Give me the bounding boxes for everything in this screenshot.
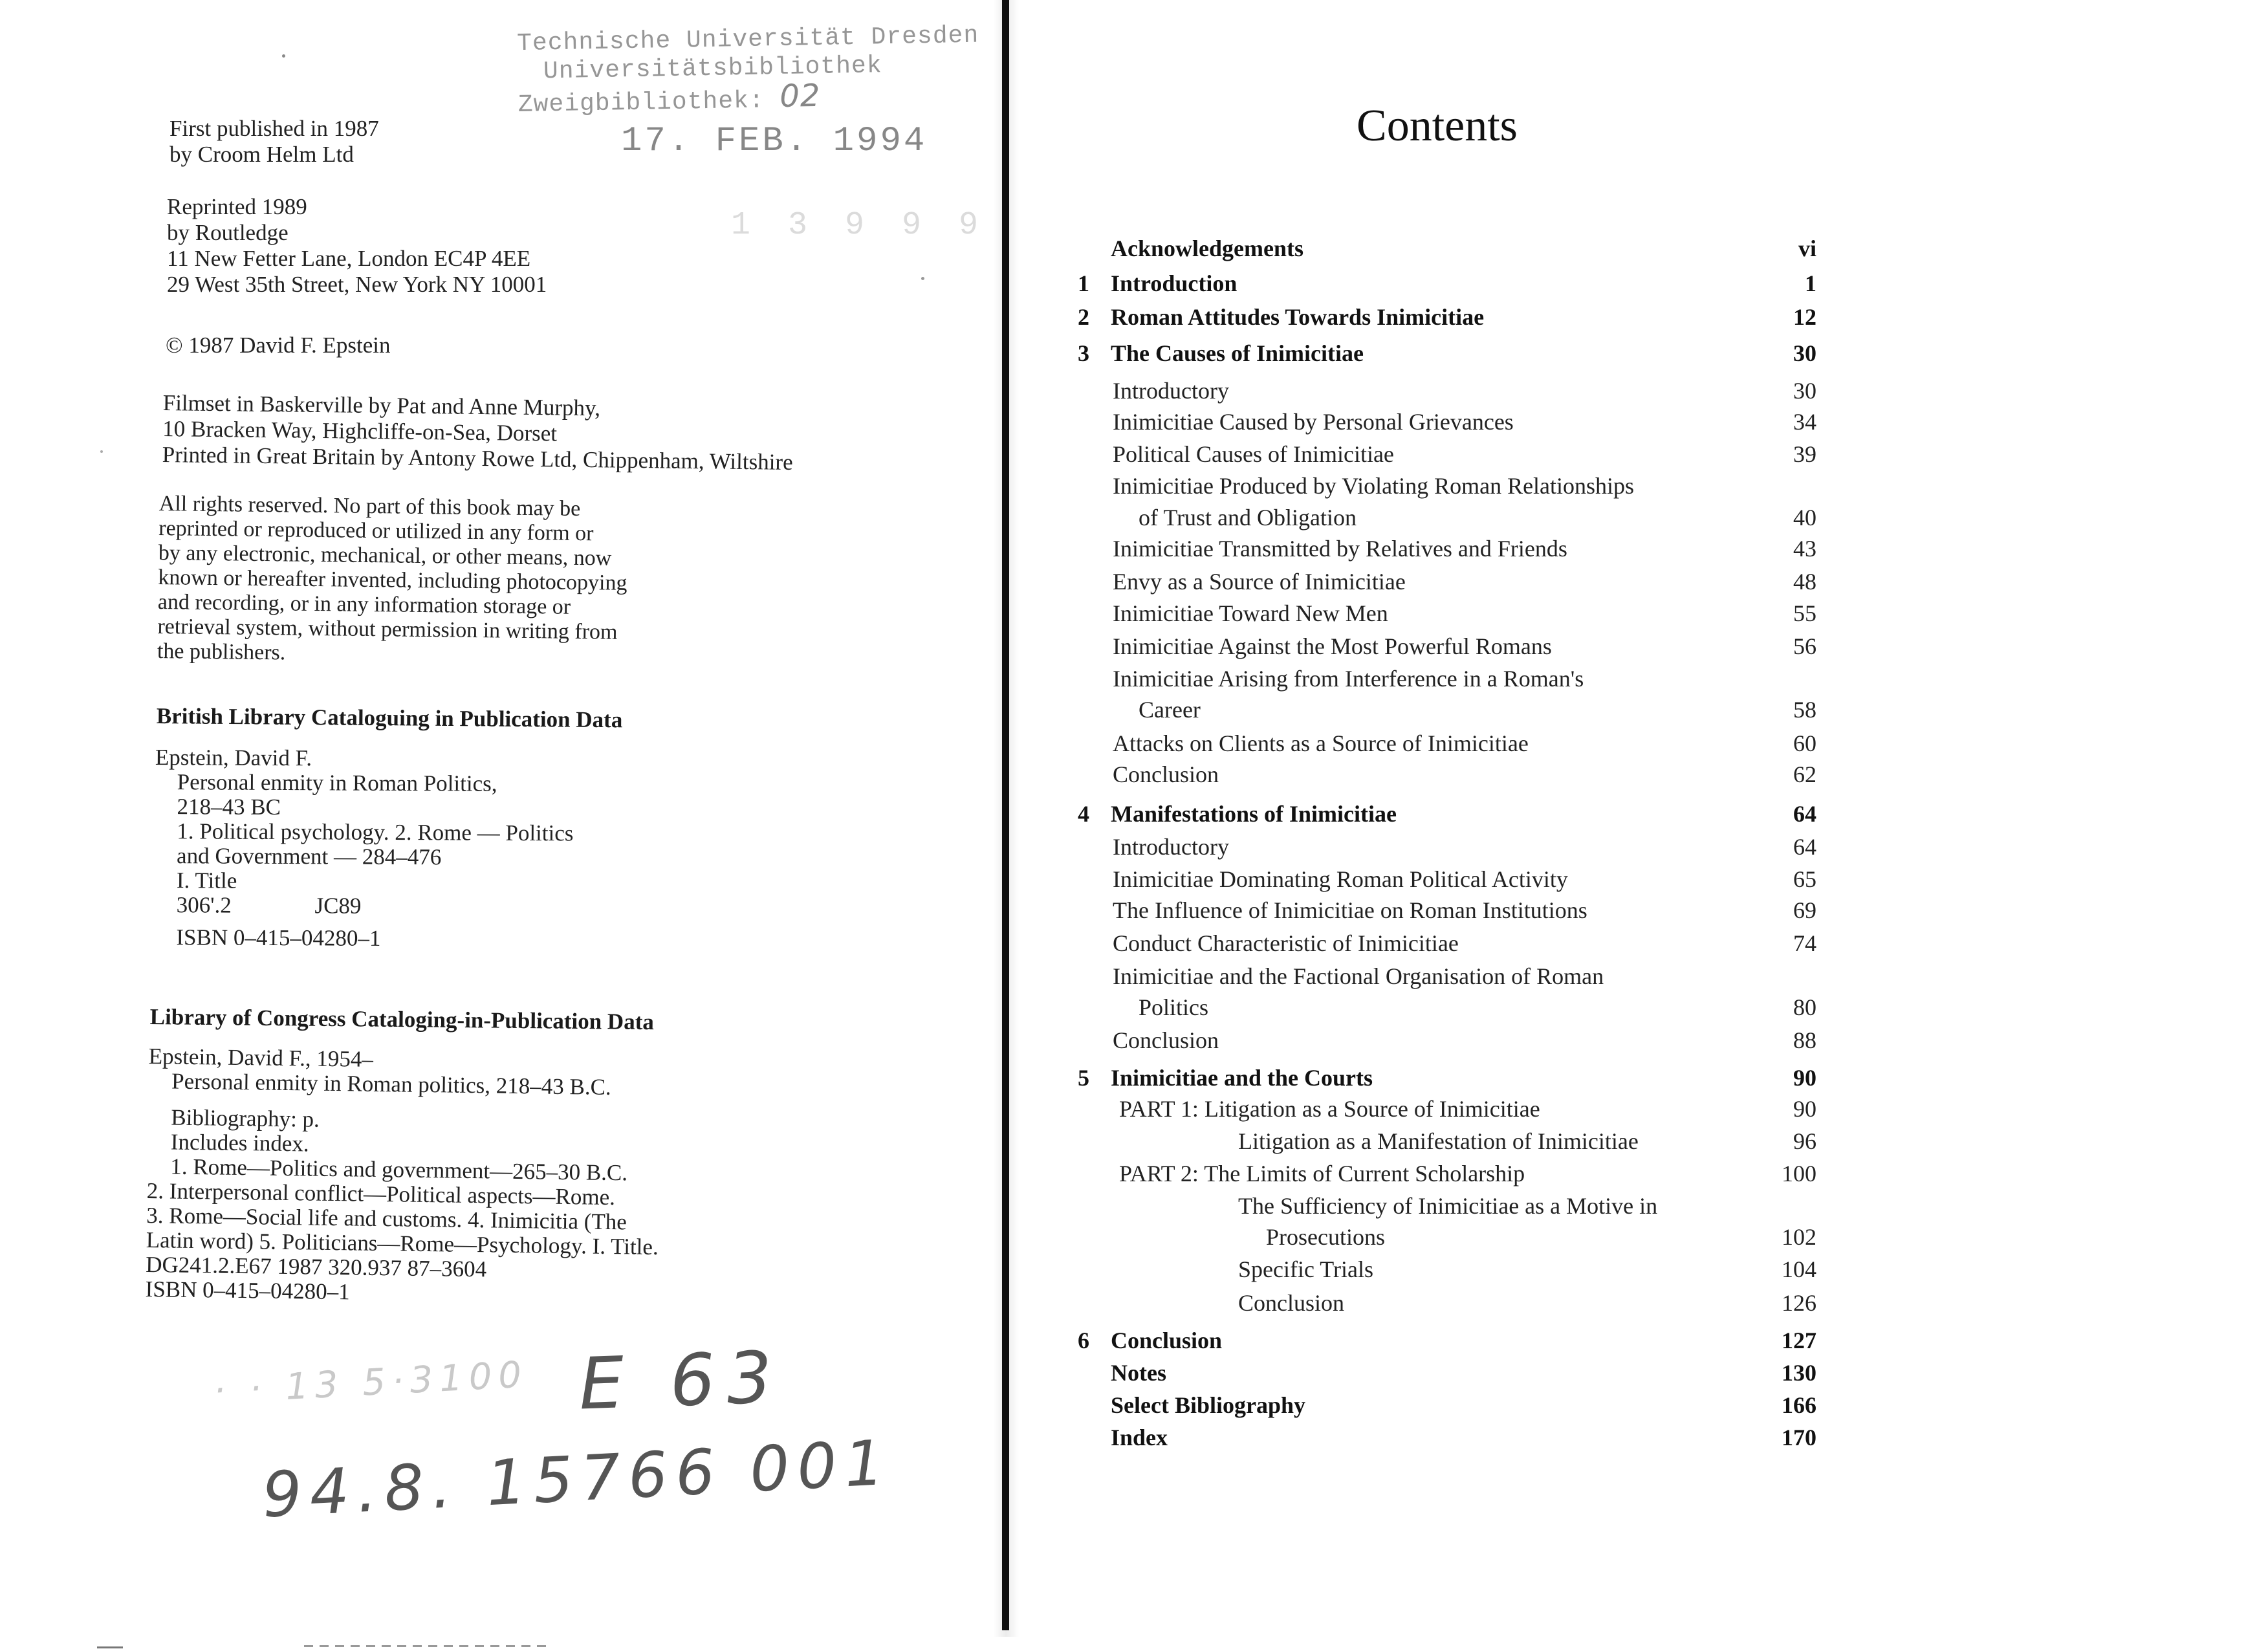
toc-section-entry [0, 1127, 1816, 1155]
toc-section-entry [0, 1026, 1816, 1055]
toc-section-entry [0, 695, 1816, 724]
toc-page-number: 90 [1793, 1096, 1816, 1122]
toc-page-number: 43 [1793, 536, 1816, 562]
toc-section-entry [0, 664, 1816, 693]
printing-line: Filmset in Baskerville by Pat and Anne Murphy, [162, 390, 601, 421]
bl-class-number: 306'.2 [176, 892, 232, 918]
toc-entry-title: Inimicitiae Transmitted by Relatives and Friends [1113, 536, 1567, 562]
toc-entry-title: Politics [1139, 994, 1209, 1020]
toc-entry-title: Specific Trials [1238, 1256, 1374, 1282]
toc-page-number: 40 [1793, 505, 1816, 530]
toc-section-entry [0, 896, 1816, 924]
loc-subject-line: Latin word) 5. Politicians—Rome—Psychology. I. Title. [146, 1227, 659, 1260]
toc-entry-title: Inimicitiae Against the Most Powerful Romans [1113, 633, 1552, 659]
toc-page-number: 96 [1793, 1128, 1816, 1154]
bl-detail-line: 1. Political psychology. 2. Rome — Politics [177, 818, 574, 846]
rights-line: by any electronic, mechanical, or other means, now [158, 540, 612, 571]
toc-entry-title: Inimicitiae Arising from Interference in a Roman's [1113, 666, 1584, 692]
toc-entry-title: Introductory [1113, 834, 1229, 860]
toc-chapter-number: 1 [1078, 270, 1089, 296]
bl-isbn: ISBN 0–415–04280–1 [176, 924, 381, 951]
toc-entry-title: Political Causes of Inimicitiae [1113, 441, 1394, 467]
date-stamp: 17. FEB. 1994 [621, 122, 928, 161]
rights-line: the publishers. [157, 639, 286, 665]
toc-page-number: 1 [1805, 270, 1816, 296]
toc-entry-title: Conclusion [1111, 1328, 1223, 1353]
toc-page-number: 64 [1793, 801, 1816, 827]
toc-section-entry [0, 1159, 1816, 1188]
toc-chapter-entry [0, 269, 1816, 298]
handwritten-accession-number: 94.8. 15766 001 [260, 1426, 894, 1532]
publisher-info [169, 116, 379, 168]
toc-entry-title: Roman Attitudes Towards Inimicitiae [1111, 304, 1485, 330]
toc-chapter-number: 2 [1078, 304, 1089, 330]
toc-entry-title: Conclusion [1113, 761, 1219, 787]
toc-entry-title: Inimicitiae Caused by Personal Grievances [1113, 409, 1514, 435]
bl-jc-number: JC89 [314, 893, 362, 919]
toc-page-number: 166 [1782, 1392, 1816, 1418]
toc-page-number: 64 [1793, 834, 1816, 860]
toc-chapter-entry [0, 1423, 1816, 1452]
toc-section-entry [0, 599, 1816, 628]
reprint-line: 29 West 35th Street, New York NY 10001 [167, 272, 547, 297]
bl-cataloguing-heading: British Library Cataloguing in Publication Data [156, 703, 623, 733]
toc-chapter-entry [0, 1359, 1816, 1387]
bl-detail-line: and Government — 284–476 [177, 843, 442, 870]
loc-note-line: Bibliography: p. [171, 1104, 320, 1132]
handwritten-faint-note: · · 13 5·3100 [212, 1353, 529, 1412]
toc-entry-title: Conclusion [1238, 1290, 1345, 1316]
toc-page-number: 56 [1793, 633, 1816, 659]
toc-page-number: vi [1798, 235, 1816, 261]
toc-page-number: 88 [1793, 1027, 1816, 1053]
loc-title: Personal enmity in Roman politics, 218–43 B.C. [171, 1068, 611, 1100]
toc-entry-title: Index [1111, 1425, 1168, 1450]
reprint-line: 11 New Fetter Lane, London EC4P 4EE [167, 246, 531, 271]
toc-section-entry [0, 632, 1816, 661]
toc-section-entry [0, 408, 1816, 436]
toc-entry-title: Career [1139, 697, 1201, 723]
toc-entry-title: Inimicitiae Dominating Roman Political Activity [1113, 866, 1568, 892]
toc-page-number: 12 [1793, 304, 1816, 330]
publisher-line: First published in 1987 [169, 116, 379, 141]
toc-section-entry [0, 1192, 1816, 1220]
toc-entry-title: Inimicitiae and the Courts [1111, 1065, 1373, 1091]
toc-entry-title: Manifestations of Inimicitiae [1111, 801, 1397, 827]
toc-page-number: 39 [1793, 441, 1816, 467]
toc-entry-title: The Sufficiency of Inimicitiae as a Motive in [1238, 1193, 1658, 1219]
rights-line: known or hereafter invented, including photocopying [158, 565, 627, 595]
toc-page-number: 74 [1793, 930, 1816, 956]
toc-chapter-entry [0, 234, 1816, 263]
library-stamp [504, 22, 980, 120]
toc-section-entry [0, 377, 1816, 405]
toc-section-entry [0, 534, 1816, 563]
stamp-line-2: Universitätsbibliothek [543, 52, 882, 86]
toc-chapter-number: 6 [1078, 1328, 1089, 1353]
toc-page-number: 104 [1782, 1256, 1816, 1282]
stamp-branch-label: Zweigbibliothek: [518, 87, 765, 120]
toc-page-number: 90 [1793, 1065, 1816, 1091]
toc-page-number: 34 [1793, 409, 1816, 435]
loc-note-line: Includes index. [170, 1129, 309, 1157]
toc-page-number: 60 [1793, 730, 1816, 756]
toc-section-entry [0, 503, 1816, 532]
toc-entry-title: Conduct Characteristic of Inimicitiae [1113, 930, 1459, 956]
toc-section-entry [0, 1223, 1816, 1251]
toc-section-entry [0, 929, 1816, 957]
toc-entry-title: Envy as a Source of Inimicitiae [1113, 569, 1406, 595]
rights-line: retrieval system, without permission in writing from [157, 614, 618, 644]
toc-page-number: 130 [1782, 1360, 1816, 1386]
printing-line: Printed in Great Britain by Antony Rowe Ltd, Chippenham, Wiltshire [162, 441, 793, 475]
loc-subject-line: 2. Interpersonal conflict—Political aspects—Rome. [146, 1177, 616, 1210]
toc-page-number: 127 [1782, 1328, 1816, 1353]
toc-chapter-number: 4 [1078, 801, 1089, 827]
toc-page-number: 48 [1793, 569, 1816, 595]
toc-chapter-number: 5 [1078, 1065, 1089, 1091]
publisher-line: by Croom Helm Ltd [169, 142, 354, 167]
toc-entry-title: of Trust and Obligation [1139, 505, 1357, 530]
toc-entry-title: PART 1: Litigation as a Source of Inimicitiae [1119, 1096, 1540, 1122]
toc-entry-title: Acknowledgements [1111, 235, 1303, 261]
toc-page-number: 55 [1793, 600, 1816, 626]
toc-section-entry [0, 865, 1816, 893]
toc-page-number: 69 [1793, 897, 1816, 923]
faint-stamp-code: 1 3 9 9 9 [731, 207, 988, 244]
loc-cataloging-heading: Library of Congress Cataloging-in-Publication Data [149, 1004, 655, 1035]
toc-entry-title: Introductory [1113, 378, 1229, 404]
contents-title: Contents [1357, 101, 1518, 151]
rights-line: All rights reserved. No part of this book may be [158, 492, 581, 521]
toc-page-number: 100 [1782, 1161, 1816, 1186]
toc-page-number: 30 [1793, 378, 1816, 404]
toc-section-entry [0, 760, 1816, 789]
toc-chapter-entry [0, 303, 1816, 331]
toc-chapter-entry [0, 1326, 1816, 1355]
toc-entry-title: Prosecutions [1266, 1224, 1385, 1250]
toc-entry-title: Attacks on Clients as a Source of Inimicitiae [1113, 730, 1529, 756]
toc-chapter-entry [0, 800, 1816, 828]
toc-entry-title: The Causes of Inimicitiae [1111, 340, 1364, 366]
bottom-edge-line [97, 1646, 123, 1648]
copyright-line: © 1987 David F. Epstein [166, 333, 391, 358]
toc-entry-title: PART 2: The Limits of Current Scholarship [1119, 1161, 1525, 1186]
toc-entry-title: Select Bibliography [1111, 1392, 1306, 1418]
reprint-line: by Routledge [167, 220, 289, 245]
toc-section-entry [0, 1095, 1816, 1123]
toc-section-entry [0, 472, 1816, 500]
toc-page-number: 102 [1782, 1224, 1816, 1250]
toc-page-number: 80 [1793, 994, 1816, 1020]
loc-subject-line: ISBN 0–415–04280–1 [145, 1276, 350, 1305]
toc-section-entry [0, 567, 1816, 596]
handwritten-call-number: E 63 [577, 1335, 785, 1426]
stamp-line-1: Technische Universität Dresden [516, 21, 979, 58]
toc-section-entry [0, 729, 1816, 758]
stamp-branch-code: 02 [779, 77, 821, 115]
toc-section-entry [0, 1255, 1816, 1284]
rights-line: and recording, or in any information storage or [157, 589, 571, 619]
toc-page-number: 62 [1793, 761, 1816, 787]
loc-subject-line: DG241.2.E67 1987 320.937 87–3604 [145, 1251, 487, 1282]
toc-section-entry [0, 833, 1816, 861]
toc-chapter-number: 3 [1078, 340, 1089, 366]
toc-section-entry [0, 962, 1816, 990]
loc-author: Epstein, David F., 1954– [148, 1044, 374, 1072]
toc-entry-title: Notes [1111, 1360, 1166, 1386]
toc-page-number: 58 [1793, 697, 1816, 723]
bl-detail-line: 218–43 BC [177, 794, 281, 820]
toc-section-entry [0, 440, 1816, 468]
bl-detail-line: Personal enmity in Roman Politics, [177, 769, 497, 796]
toc-chapter-entry [0, 1064, 1816, 1092]
toc-entry-title: Inimicitiae Produced by Violating Roman Relationships [1113, 473, 1635, 499]
toc-entry-title: Introduction [1111, 270, 1238, 296]
bl-detail-line: I. Title [176, 868, 237, 893]
bottom-edge-line [304, 1645, 550, 1647]
toc-section-entry [0, 993, 1816, 1022]
toc-section-entry [0, 1289, 1816, 1317]
toc-entry-title: The Influence of Inimicitiae on Roman Institutions [1113, 897, 1587, 923]
printing-line: 10 Bracken Way, Highcliffe-on-Sea, Dorset [162, 415, 558, 446]
rights-line: reprinted or reproduced or utilized in any form or [158, 516, 594, 546]
reprint-line: Reprinted 1989 [167, 194, 307, 219]
scan-speck [282, 54, 285, 58]
toc-entry-title: Inimicitiae and the Factional Organisation of Roman [1113, 963, 1604, 989]
toc-entry-title: Litigation as a Manifestation of Inimicitiae [1238, 1128, 1639, 1154]
toc-page-number: 170 [1782, 1425, 1816, 1450]
toc-page-number: 30 [1793, 340, 1816, 366]
loc-subject-line: 1. Rome—Politics and government—265–30 B.C. [170, 1154, 628, 1186]
toc-chapter-entry [0, 1391, 1816, 1419]
toc-entry-title: Conclusion [1113, 1027, 1219, 1053]
toc-page-number: 65 [1793, 866, 1816, 892]
toc-chapter-entry [0, 339, 1816, 367]
loc-subject-line: 3. Rome—Social life and customs. 4. Inimicitia (The [146, 1202, 627, 1235]
toc-entry-title: Inimicitiae Toward New Men [1113, 600, 1388, 626]
toc-page-number: 126 [1782, 1290, 1816, 1316]
bl-author: Epstein, David F. [155, 745, 312, 771]
